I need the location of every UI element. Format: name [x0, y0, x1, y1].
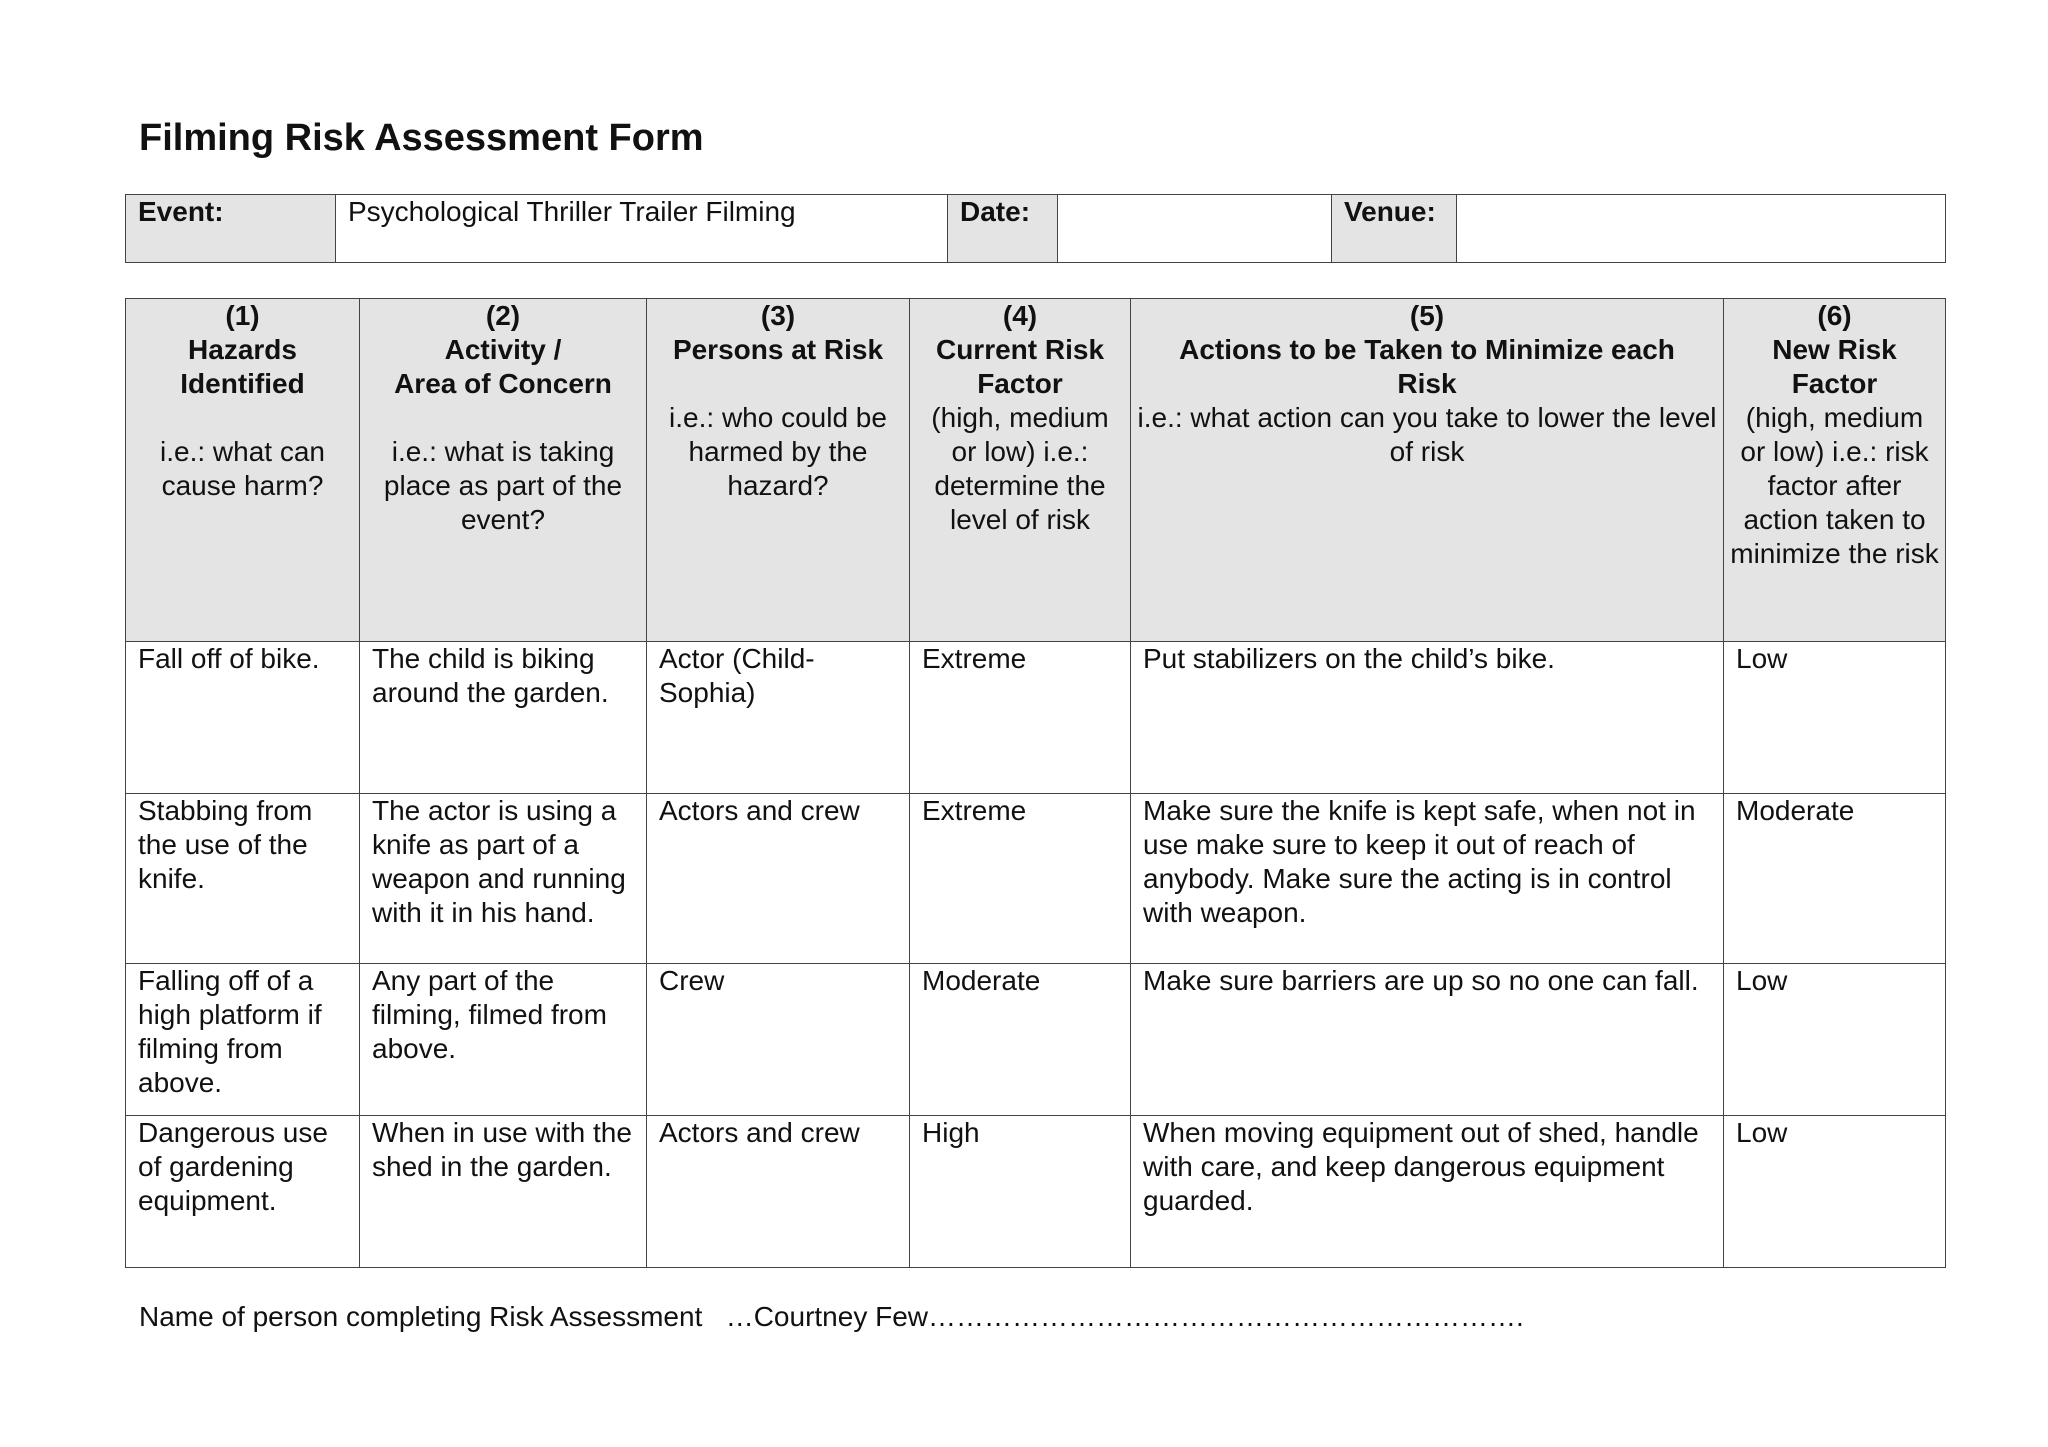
column-number: (6): [1817, 300, 1852, 331]
current-risk-cell: Extreme: [910, 642, 1131, 794]
venue-value: [1457, 195, 1946, 263]
assessor-label: Name of person completing Risk Assessment: [139, 1301, 703, 1332]
current-risk-cell: High: [910, 1116, 1131, 1268]
date-label: Date:: [948, 195, 1058, 263]
column-title: Current Risk: [935, 334, 1105, 365]
column-header-hazards: [126, 299, 360, 642]
event-label: Event:: [126, 195, 336, 263]
column-note: i.e.: who could be harmed by the hazard?: [669, 402, 887, 501]
actions-cell: When moving equipment out of shed, handle with care, and keep dangerous equipment guarded.: [1131, 1116, 1724, 1268]
actions-cell: Put stabilizers on the child’s bike.: [1131, 642, 1724, 794]
persons-cell: Crew: [647, 964, 910, 1116]
column-title: Activity /: [444, 334, 562, 365]
column-header-new-risk: [1724, 299, 1946, 642]
header-row: [126, 299, 1946, 642]
column-note: (high, medium or low) i.e.: risk factor after action taken to minimize the risk: [1730, 402, 1939, 569]
date-value: [1058, 195, 1332, 263]
table-row: [126, 794, 1946, 964]
activity-cell: Any part of the filming, filmed from above.: [360, 964, 647, 1116]
event-details-table: [125, 194, 1946, 263]
venue-label: Venue:: [1332, 195, 1457, 263]
current-risk-cell: Moderate: [910, 964, 1131, 1116]
new-risk-cell: Low: [1724, 1116, 1946, 1268]
column-header-persons: [647, 299, 910, 642]
hazard-cell: Dangerous use of gardening equipment.: [126, 1116, 360, 1268]
column-header-activity: [360, 299, 647, 642]
table-row: [126, 642, 1946, 794]
risk-assessment-table: [125, 298, 1946, 1268]
new-risk-cell: Low: [1724, 964, 1946, 1116]
column-number: (4): [1002, 300, 1038, 331]
column-title: Factor: [1791, 368, 1878, 399]
persons-cell: Actors and crew: [647, 1116, 910, 1268]
event-details-row: [126, 195, 1946, 263]
column-title: Hazards: [188, 334, 297, 365]
column-note: i.e.: what is taking place as part of the event?: [383, 436, 623, 535]
current-risk-cell: Extreme: [910, 794, 1131, 964]
column-note: (high, medium or low) i.e.: determine the level of risk: [931, 402, 1109, 535]
persons-cell: Actor (Child-Sophia): [647, 642, 910, 794]
column-title: Identified: [180, 368, 305, 399]
column-title: Actions to be Taken to Minimize each: [1179, 334, 1675, 365]
assessor-line: [139, 1300, 1524, 1334]
column-title: New Risk: [1772, 334, 1897, 365]
new-risk-cell: Moderate: [1724, 794, 1946, 964]
hazard-cell: Falling off of a high platform if filming from above.: [126, 964, 360, 1116]
page-title: Filming Risk Assessment Form: [139, 117, 704, 159]
column-number: (2): [485, 300, 521, 331]
hazard-cell: Fall off of bike.: [126, 642, 360, 794]
assessor-name: …Courtney Few……………………………………………………….: [725, 1301, 1524, 1332]
column-header-actions: [1131, 299, 1724, 642]
actions-cell: Make sure the knife is kept safe, when not in use make sure to keep it out of reach of anybody. Make sure the acting is in control with weapon.: [1131, 794, 1724, 964]
hazard-cell: Stabbing from the use of the knife.: [126, 794, 360, 964]
activity-cell: When in use with the shed in the garden.: [360, 1116, 647, 1268]
actions-cell: Make sure barriers are up so no one can fall.: [1131, 964, 1724, 1116]
new-risk-cell: Low: [1724, 642, 1946, 794]
event-value: Psychological Thriller Trailer Filming: [336, 195, 948, 263]
column-note: i.e.: what can cause harm?: [160, 436, 325, 501]
table-row: [126, 964, 1946, 1116]
column-title: Persons at Risk: [672, 334, 884, 365]
column-header-current-risk: [910, 299, 1131, 642]
column-title: Area of Concern: [394, 368, 612, 399]
persons-cell: Actors and crew: [647, 794, 910, 964]
activity-cell: The actor is using a knife as part of a weapon and running with it in his hand.: [360, 794, 647, 964]
column-number: (5): [1409, 300, 1445, 331]
column-title: Risk: [1397, 368, 1457, 399]
column-title: Factor: [977, 368, 1063, 399]
column-number: (3): [760, 300, 796, 331]
activity-cell: The child is biking around the garden.: [360, 642, 647, 794]
column-note: i.e.: what action can you take to lower the level of risk: [1137, 402, 1717, 467]
table-row: [126, 1116, 1946, 1268]
column-number: (1): [225, 300, 260, 331]
